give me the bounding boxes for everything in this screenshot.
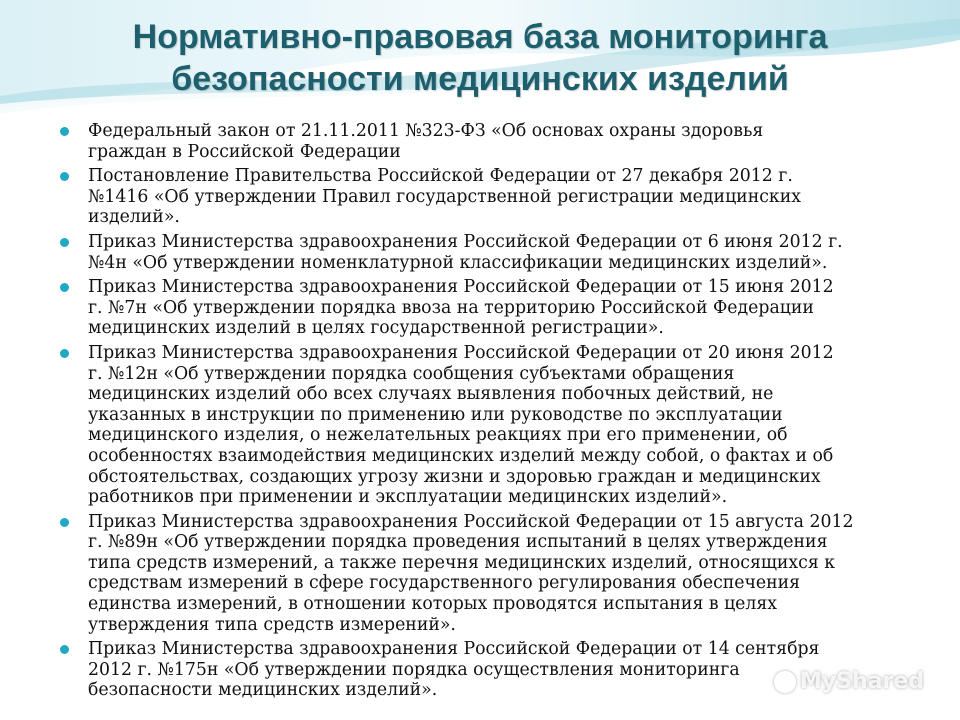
- bullet-icon: [60, 283, 69, 292]
- list-item-line: безопасности медицинских изделий».: [88, 680, 438, 701]
- bullet-icon: [60, 518, 69, 527]
- list-item-line: Федеральный закон от 21.11.2011 №323-ФЗ «Об основах охраны здоровья: [88, 121, 764, 141]
- list-item-line: №1416 «Об утверждении Правил государственной регистрации медицинских: [88, 186, 801, 207]
- list-item: [60, 121, 912, 162]
- list-item-line: единства измерений, в отношении которых проводятся испытания в целях: [88, 594, 778, 615]
- list-item-line: г. №7н «Об утверждении порядка ввоза на территорию Российской Федерации: [88, 297, 814, 318]
- list-item-line: г. №89н «Об утверждении порядка проведения испытаний в целях утверждения: [88, 532, 828, 553]
- list-item-line: Постановление Правительства Российской Федерации от 27 декабря 2012 г.: [88, 166, 793, 187]
- list-item: [60, 512, 912, 636]
- list-item-line: граждан в Российской Федерации: [88, 141, 401, 162]
- bullet-icon: [60, 349, 69, 358]
- list-item-line: Приказ Министерства здравоохранения Российской Федерации от 14 сентября: [88, 639, 820, 660]
- bullet-icon: [60, 127, 69, 136]
- list-item-line: типа средств измерений, а также перечня медицинских изделий, относящихся к: [88, 552, 836, 573]
- list-item-line: г. №12н «Об утверждении порядка сообщения субъектами обращения: [88, 363, 735, 384]
- regulation-list: [60, 121, 912, 705]
- watermark-text: MyShared: [799, 669, 924, 694]
- list-item: [60, 343, 912, 508]
- list-item-line: особенностях взаимодействия медицинских изделий между собой, о фактах и об: [88, 445, 834, 466]
- list-item-line: медицинских изделий в целях государственной регистрации».: [88, 318, 664, 339]
- list-item-line: медицинских изделий обо всех случаях выявления побочных действий, не: [88, 384, 774, 405]
- bullet-icon: [60, 645, 69, 654]
- list-item-line: Приказ Министерства здравоохранения Российской Федерации от 15 июня 2012: [88, 277, 834, 298]
- list-item-line: утверждения типа средств измерений».: [88, 614, 456, 635]
- list-item-line: изделий».: [88, 207, 180, 228]
- list-item: [60, 166, 912, 228]
- list-item-line: Приказ Министерства здравоохранения Российской Федерации от 6 июня 2012 г.: [88, 231, 843, 252]
- list-item-line: медицинского изделия, о нежелательных реакциях при его применении, об: [88, 425, 788, 446]
- title-line-2: безопасности медицинских изделий: [171, 60, 789, 98]
- list-item-line: работников при применении и эксплуатации медицинских изделий».: [88, 487, 728, 508]
- watermark: [774, 669, 924, 694]
- list-item: [60, 232, 912, 273]
- title-line-1: Нормативно-правовая база мониторинга: [132, 18, 828, 56]
- bullet-icon: [60, 172, 69, 181]
- list-item: [60, 277, 912, 339]
- page-title: [0, 16, 960, 100]
- list-item-line: средствам измерений в сфере государственного регулирования обеспечения: [88, 573, 801, 594]
- list-item-line: указанных в инструкции по применению или руководстве по эксплуатации: [88, 404, 783, 425]
- list-item-line: 2012 г. №175н «Об утверждении порядка осуществления мониторинга: [88, 659, 740, 680]
- list-item-line: Приказ Министерства здравоохранения Российской Федерации от 15 августа 2012: [88, 511, 854, 532]
- list-item-line: Приказ Министерства здравоохранения Российской Федерации от 20 июня 2012: [88, 342, 834, 363]
- watermark-logo-icon: [774, 671, 796, 693]
- list-item-line: обстоятельствах, создающих угрозу жизни и здоровью граждан и медицинских: [88, 466, 821, 487]
- list-item-line: №4н «Об утверждении номенклатурной классификации медицинских изделий».: [88, 252, 828, 273]
- bullet-icon: [60, 238, 69, 247]
